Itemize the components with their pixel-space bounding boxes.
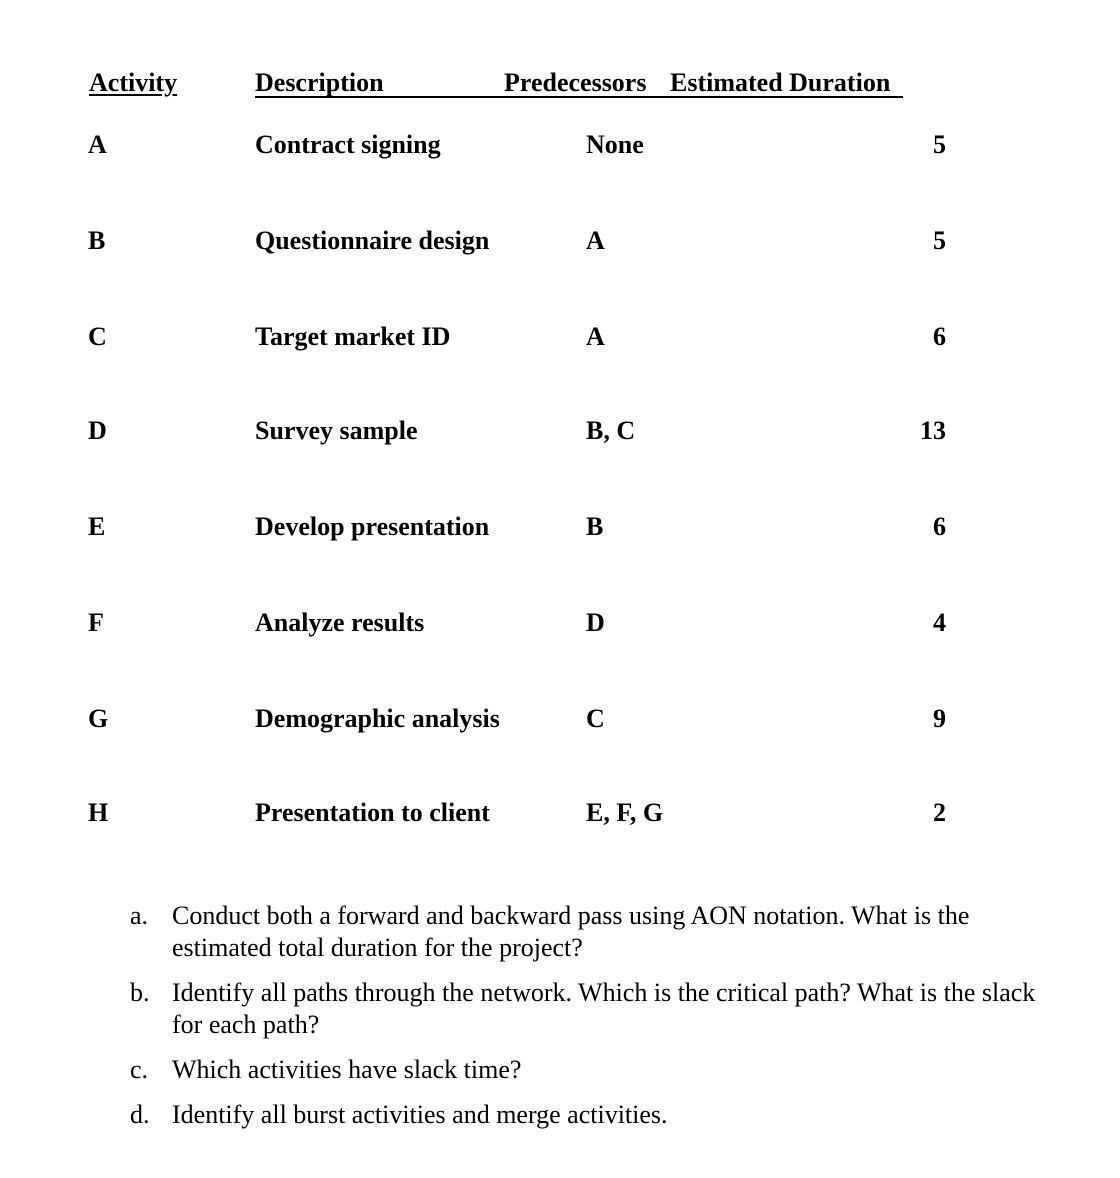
question-c-letter: c. (130, 1055, 149, 1084)
question-a (130, 900, 1060, 964)
question-list (130, 900, 1060, 1144)
row-c-description: Target market ID (255, 322, 451, 351)
question-a-letter: a. (130, 901, 149, 930)
row-d-duration: 13 (920, 416, 946, 445)
row-c-duration: 6 (933, 322, 946, 351)
question-a-text: Conduct both a forward and backward pass using AON notation. What is the estimated total duration for the project? (172, 901, 970, 962)
question-d-letter: d. (130, 1100, 150, 1129)
row-d-activity: D (88, 416, 107, 445)
row-g-predecessors: C (586, 704, 605, 733)
row-a-description: Contract signing (255, 130, 441, 159)
row-c-activity: C (88, 322, 107, 351)
row-f-duration: 4 (933, 608, 946, 637)
row-g-duration: 9 (933, 704, 946, 733)
row-e-predecessors: B (586, 512, 604, 541)
row-b-description: Questionnaire design (255, 226, 490, 255)
row-b-predecessors: A (586, 226, 605, 255)
header-description: Description (255, 68, 384, 97)
row-e-activity: E (88, 512, 106, 541)
row-h-predecessors: E, F, G (586, 798, 664, 827)
row-g-activity: G (88, 704, 109, 733)
row-f-description: Analyze results (255, 608, 425, 637)
header-activity: Activity (89, 68, 178, 97)
row-d-predecessors: B, C (586, 416, 636, 445)
header-underline (255, 96, 903, 98)
row-b-activity: B (88, 226, 106, 255)
row-a-activity: A (88, 130, 107, 159)
row-e-description: Develop presentation (255, 512, 490, 541)
question-c (130, 1054, 1060, 1086)
header-estimated-duration: Estimated Duration (670, 68, 891, 97)
question-c-text: Which activities have slack time? (172, 1055, 522, 1084)
row-f-predecessors: D (586, 608, 605, 637)
row-h-description: Presentation to client (255, 798, 490, 827)
row-e-duration: 6 (933, 512, 946, 541)
row-h-duration: 2 (933, 798, 946, 827)
question-b-letter: b. (130, 978, 150, 1007)
row-c-predecessors: A (586, 322, 605, 351)
row-a-predecessors: None (586, 130, 644, 159)
question-d (130, 1099, 1060, 1131)
row-f-activity: F (88, 608, 104, 637)
question-d-text: Identify all burst activities and merge activities. (172, 1100, 668, 1129)
question-b-text: Identify all paths through the network. Which is the critical path? What is the slack for each path? (172, 978, 1036, 1039)
row-d-description: Survey sample (255, 416, 418, 445)
row-b-duration: 5 (933, 226, 946, 255)
row-h-activity: H (88, 798, 109, 827)
row-a-duration: 5 (933, 130, 946, 159)
question-b (130, 977, 1060, 1041)
header-predecessors: Predecessors (504, 68, 647, 97)
row-g-description: Demographic analysis (255, 704, 500, 733)
